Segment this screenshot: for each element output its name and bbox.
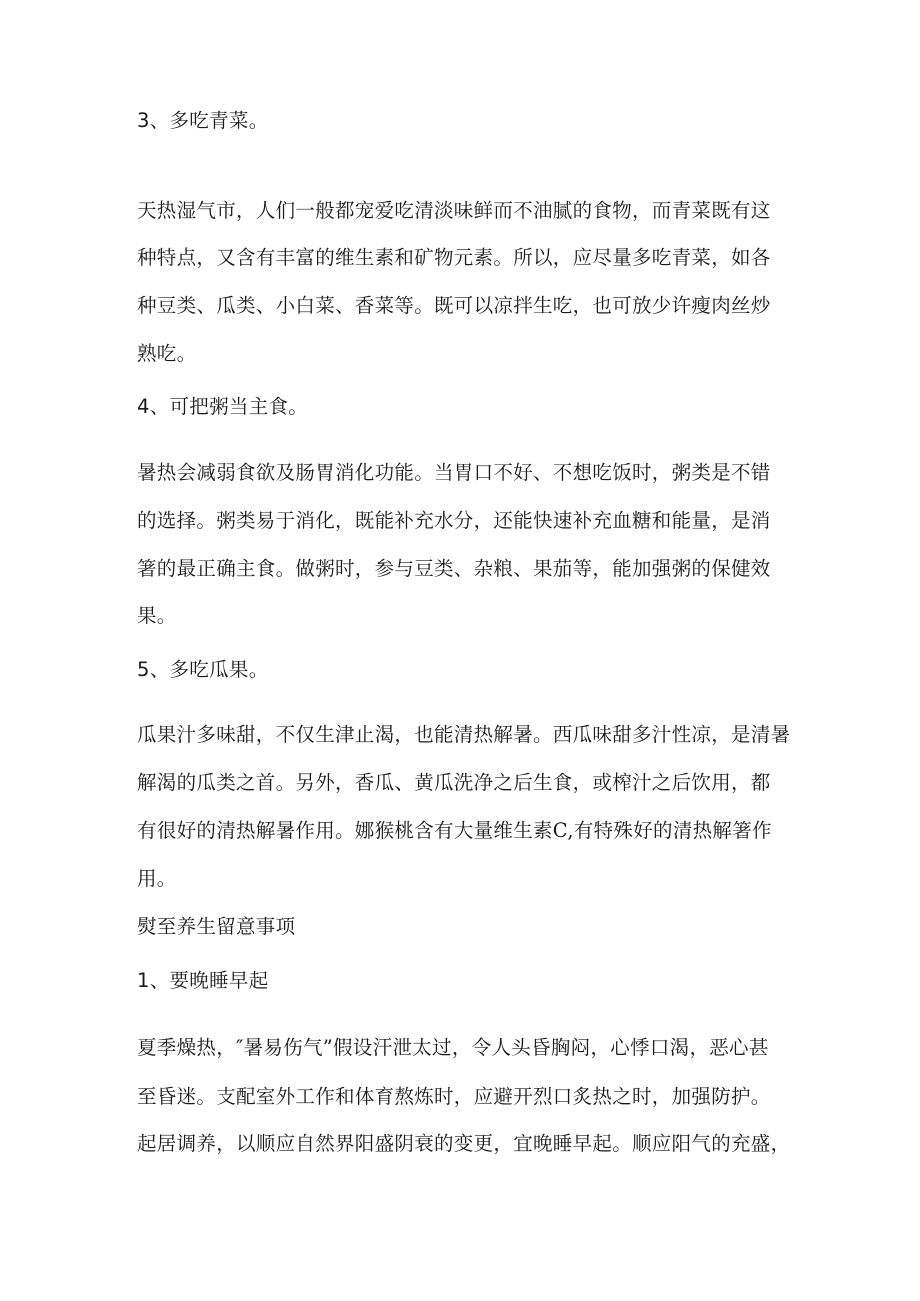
paragraph-line: 种特点，又含有丰富的维生素和矿物元素。所以，应尽量多吃青菜，如各 [137, 246, 771, 269]
paragraph-line: 夏季燥热，″暑易伤气”假设汗泄太过，令人头昏胸闷，心悸口渴，恶心甚 [137, 1036, 769, 1059]
paragraph-line: 熟吃。 [137, 342, 197, 365]
paragraph-line: 箸的最正确主食。做粥时，参与豆类、杂粮、果茄等，能加强粥的保健效 [137, 557, 771, 580]
paragraph-line: 的选择。粥类易于消化，既能补充水分，还能快速补充血糖和能量，是消 [137, 509, 771, 532]
paragraph-line: 有很好的清热解暑作用。娜猴桃含有大量维生素C,有特殊好的清热解箸作 [137, 819, 772, 842]
section-heading: 1、要晚睡早起 [137, 969, 269, 992]
paragraph-line: 至昏迷。支配室外工作和体育熬炼时，应避开烈口炙热之时，加强防护。 [137, 1085, 771, 1108]
paragraph-line: 用。 [137, 867, 177, 890]
section-heading: 5、多吃瓜果。 [137, 658, 269, 681]
section-heading: 4、可把粥当主食。 [137, 395, 309, 418]
paragraph-line: 暑热会减弱食欲及肠胃消化功能。当胃口不好、不想吃饭时，粥类是不错 [137, 461, 771, 484]
section-heading: 3、多吃青菜。 [137, 109, 269, 132]
paragraph-line: 种豆类、瓜类、小白菜、香菜等。既可以凉拌生吃，也可放少许瘦肉丝炒 [137, 294, 771, 317]
section-title: 熨至养生留意事项 [137, 915, 296, 938]
paragraph-line: 果。 [137, 604, 177, 627]
paragraph-line: 天热湿气市，人们一般都宠爱吃清淡味鲜而不油腻的食物，而青菜既有这 [137, 199, 771, 222]
paragraph-line: 瓜果汁多味甜，不仅生津止渴，也能清热解暑。西瓜味甜多汁性凉，是清暑 [137, 723, 791, 746]
paragraph-line: 解渴的瓜类之首。另外，香瓜、黄瓜洗净之后生食，或榨汁之后饮用，都 [137, 771, 771, 794]
paragraph-line: 起居调养，以顺应自然界阳盛阴衰的变更，宜晚睡早起。顺应阳气的充盛， [137, 1132, 791, 1155]
